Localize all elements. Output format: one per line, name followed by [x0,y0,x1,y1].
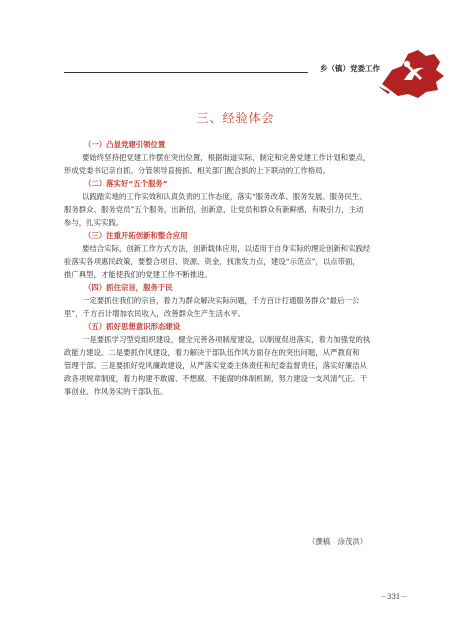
paragraph-line: 里”，千方百计增加农民收入，改善群众生产生活水平。 [64,309,246,318]
section-paragraph [64,151,414,177]
paragraph-line: 要结合实际，创新工作方式方法，创新载体应用，以适用于自身实际的理论创新和实践经 [82,244,371,253]
section-heading: （四）抓住宗旨，服务于民 [84,283,173,292]
paragraph-line: 推广典型，才能使我们的党建工作不断推进。 [64,270,212,279]
paragraph-line: 参与，扎实实践。 [64,218,124,227]
paragraph-line: 要始终坚持把党建工作摆在突出位置，根据街道实际，制定和完善党建工作计划和要点， [82,153,371,162]
section-1 [64,138,414,177]
running-header-title: 乡（镇）党委工作 [320,64,380,73]
section-title: 三、经验体会 [196,111,275,125]
paragraph-line: 以践踏实地的工作实效和认真负责的工作态度，落实“服务改革、服务发展、服务民生、 [82,192,367,201]
section-heading: （二）落实好“五个服务” [84,179,168,188]
section-2 [64,177,414,229]
header-rule [64,72,308,73]
paragraph-line: 服务群众、服务党员”五个服务，出新招，创新意，让党员和群众有新鲜感，有吸引力，主动 [64,205,364,214]
paragraph-line: 一是要抓学习型党组织建设，健全完善各项制度建设，以制度促进落实，着力加强党的执 [82,335,371,344]
section-heading: （三）注重开拓创新和整合应用 [84,231,188,240]
section-paragraph [64,333,414,398]
party-emblem-icon [378,40,448,100]
section-3 [64,229,414,281]
section-5 [64,320,414,398]
section-heading: （五）抓好思想意识形态建设 [84,322,181,331]
paragraph-line: 一定要抓住我们的宗旨，着力为群众解决实际问题，千方百计打通服务群众“最后一公 [82,296,360,305]
section-4 [64,281,414,320]
section-paragraph [64,190,414,229]
page-number: －331－ [380,593,408,601]
paragraph-line: 形成党委书记亲自抓、分管领导直接抓、相关部门配合抓的上下联动的工作格局。 [64,166,331,175]
section-heading: （一）凸显党建引领位置 [84,140,166,149]
author-credit: （撰稿 涂茂洪） [308,537,368,546]
paragraph-line: 管理干部。三是要抓好党风廉政建设，从严落实党委主体责任和纪委监督责任，落实好廉洁从 [64,361,368,370]
paragraph-line: 政各项规章制度，着力构建不敢腐、不想腐、不能腐的体制机制，努力建设一支风清气正、干 [64,374,368,383]
paragraph-line: 事创业、作风务实的干部队伍。 [64,387,168,396]
section-paragraph [64,242,414,281]
section-paragraph [64,294,414,320]
paragraph-line: 验落实各项惠民政策，要整合项目、资源、资金，找准发力点，建设“示范点”，以点带面， [64,257,360,266]
article-body [64,138,414,398]
paragraph-line: 政能力建设。二是要抓作风建设，着力解决干部队伍作风方面存在的突出问题，从严教育和 [64,348,360,357]
